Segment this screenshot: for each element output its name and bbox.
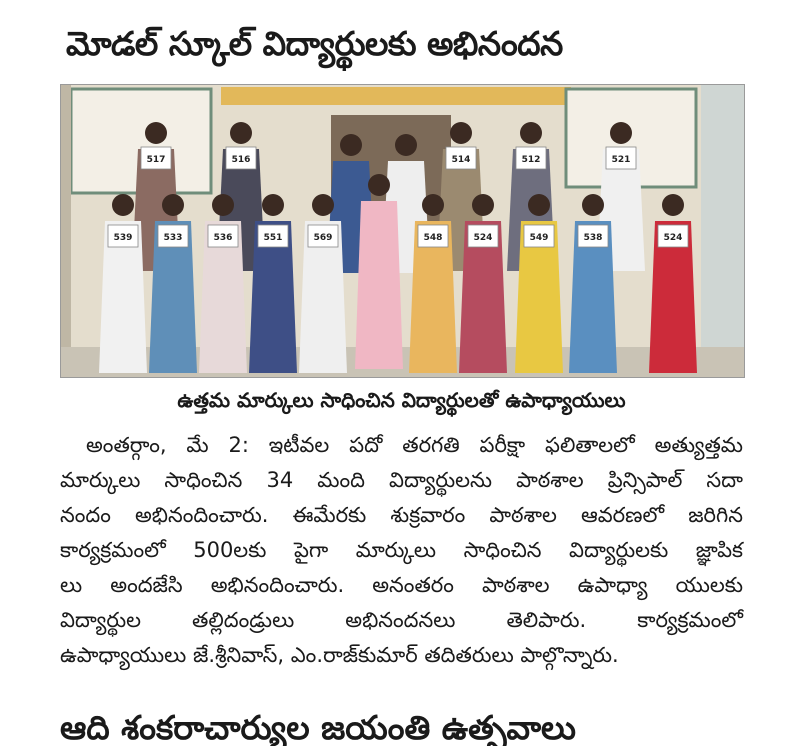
head-shape [422, 194, 444, 216]
head-shape [520, 122, 542, 144]
score-card-number: 524 [663, 233, 683, 243]
article-line: నందం అభినందించారు. ఈమేరకు శుక్రవారం పాఠశాల ఆవరణలో జరిగిన [60, 503, 743, 527]
score-card-number: 536 [213, 233, 233, 243]
score-card [226, 147, 256, 169]
score-card [308, 225, 338, 247]
score-card-number: 548 [423, 233, 443, 243]
score-card [418, 225, 448, 247]
head-shape [450, 122, 472, 144]
score-card-number: 524 [473, 233, 493, 243]
pillar-right [701, 85, 744, 377]
score-card-number: 569 [313, 233, 333, 243]
score-card [516, 147, 546, 169]
photo-caption: ఉత్తమ మార్కులు సాధించిన విద్యార్థులతో ఉపాధ్యాయులు [177, 388, 626, 412]
article-line: లు అందజేసి అభినందించారు. అనంతరం పాఠశాల ఉపాధ్యా యులకు [60, 573, 743, 597]
score-card [468, 225, 498, 247]
head-shape [212, 194, 234, 216]
body-shape [355, 201, 403, 369]
score-card [108, 225, 138, 247]
head-shape [582, 194, 604, 216]
score-card [141, 147, 171, 169]
head-shape [610, 122, 632, 144]
score-card-number: 512 [521, 155, 541, 165]
score-card-number: 551 [263, 233, 283, 243]
score-card-number: 517 [146, 155, 166, 165]
previous-article-strip [110, 0, 470, 8]
article-body [60, 428, 743, 673]
score-card [578, 225, 608, 247]
score-card-number: 516 [231, 155, 251, 165]
head-shape [395, 134, 417, 156]
head-shape [145, 122, 167, 144]
score-card [158, 225, 188, 247]
score-card [658, 225, 688, 247]
center-banner [221, 87, 571, 105]
score-card-number: 538 [583, 233, 603, 243]
score-card-number: 521 [611, 155, 631, 165]
score-card [208, 225, 238, 247]
article-line: విద్యార్థుల తల్లిదండ్రులు అభినందనలు తెలిపారు. కార్యక్రమంలో [60, 608, 743, 632]
head-shape [368, 174, 390, 196]
head-shape [162, 194, 184, 216]
teacher-figure [355, 174, 403, 369]
score-card [258, 225, 288, 247]
article-line: అంతర్గాం, మే 2: ఇటీవల పదో తరగతి పరీక్షా ఫలితాలలో అత్యుత్తమ [86, 433, 743, 457]
next-article-headline: ఆది శంకరాచార్యుల జయంతి ఉత్సవాలు [60, 708, 576, 746]
score-card-number: 514 [451, 155, 471, 165]
pillar-left [61, 85, 71, 377]
score-card-number: 539 [113, 233, 133, 243]
score-card [524, 225, 554, 247]
article-line: కార్యక్రమంలో 500లకు పైగా మార్కులు సాధించిన విద్యార్థులకు జ్ఞాపిక [60, 538, 743, 562]
score-card-number: 549 [529, 233, 549, 243]
score-card [606, 147, 636, 169]
head-shape [312, 194, 334, 216]
article-headline: మోడల్ స్కూల్ విద్యార్థులకు అభినందన [66, 24, 563, 63]
head-shape [230, 122, 252, 144]
article-line: ఉపాధ్యాయులు జే.శ్రీనివాస్, ఎం.రాజ్‌కుమార్ తదితరులు పాల్గొన్నారు. [60, 643, 619, 667]
head-shape [528, 194, 550, 216]
head-shape [262, 194, 284, 216]
article-line: మార్కులు సాధించిన 34 మంది విద్యార్థులను పాఠశాల ప్రిన్సిపాల్ సదా [60, 468, 743, 492]
score-card-number: 533 [163, 233, 183, 243]
score-card [446, 147, 476, 169]
head-shape [662, 194, 684, 216]
head-shape [472, 194, 494, 216]
head-shape [112, 194, 134, 216]
group-photo [60, 84, 745, 378]
head-shape [340, 134, 362, 156]
